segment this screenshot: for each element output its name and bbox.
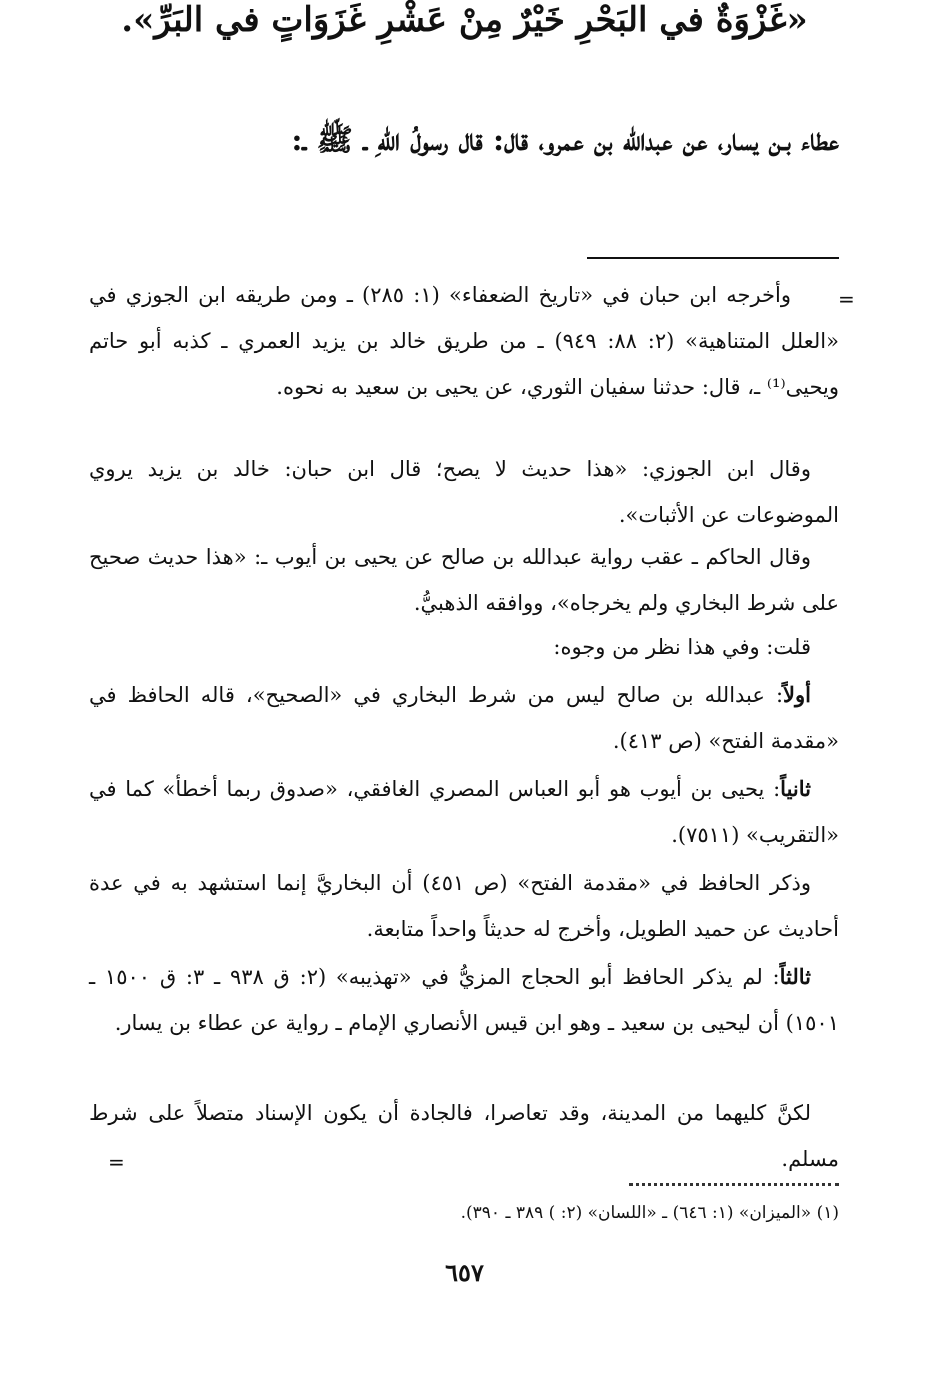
footnote: (١) «الميزان» (١: ٦٤٦) ـ «اللسان» (٢: ) ٣٨٩ ـ ٣٩٠). — [460, 1203, 839, 1223]
continuation-mark-top: = — [838, 287, 855, 311]
paragraph-9 — [89, 1090, 839, 1182]
footnote-separator — [587, 257, 839, 259]
paragraph-text: لكنَّ كليهما من المدينة، وقد تعاصرا، فالجادة أن يكون الإسناد متصلاً على شرط مسلم. — [89, 1101, 839, 1171]
paragraph-4 — [89, 624, 839, 670]
page-number: ٦٥٧ — [445, 1258, 484, 1287]
paragraph-text: وقال ابن الجوزي: «هذا حديث لا يصح؛ قال ابن حبان: خالد بن يزيد يروي الموضوعات عن الأثبات». — [89, 457, 839, 527]
hadith-text: «غَزْوَةٌ في البَحْرِ خَيْرٌ مِنْ عَشْرِ غَزَوَاتٍ في البَرِّ». — [121, 0, 808, 40]
paragraph-lead: ثانياً — [780, 776, 811, 801]
paragraph-lead: أولاً — [783, 682, 811, 707]
paragraph-text: قلت: وفي هذا نظر من وجوه: — [553, 635, 811, 659]
paragraph-3 — [89, 534, 839, 626]
paragraph-5 — [89, 672, 839, 764]
paragraph-text: : لم يذكر الحافظ أبو الحجاج المزيُّ في «تهذيبه» (٢: ق ٩٣٨ ـ ٣: ق ١٥٠٠ ـ ١٥٠١) أن ليحيى بن سعيد ـ وهو ابن قيس الأنصاري الإمام ـ رواية عن عطاء بن يسار. — [89, 965, 839, 1035]
hadith-chain-line: عطاء بـن يسار، عن عبدالله بن عمرو، قال: قال رسولُ اللهِ ـ ﷺ ـ: — [291, 123, 839, 158]
paragraph-text: وذكر الحافظ في «مقدمة الفتح» (ص ٤٥١) أن البخاريَّ إنما استشهد به في عدة أحاديث عن حميد الطويل، وأخرج له حديثاً واحداً متابعة. — [89, 871, 839, 941]
paragraph-text: : يحيى بن أيوب هو أبو العباس المصري الغافقي، «صدوق ربما أخطأ» كما في «التقريب» (٧٥١١). — [89, 777, 839, 847]
paragraph-text: وقال الحاكم ـ عقب رواية عبدالله بن صالح عن يحيى بن أيوب ـ: «هذا حديث صحيح على شرط البخاري ولم يخرجاه»، ووافقه الذهبيُّ. — [89, 545, 839, 615]
paragraph-text: وأخرجه ابن حبان في «تاريخ الضعفاء» (١: ٢٨٥) ـ ومن طريقه ابن الجوزي في «العلل المتناهية» (٢: ٨٨: ٩٤٩) ـ من طريق خالد بن يزيد العمري ـ كذبه أبو حاتم ويحيى⁽¹⁾ ـ، قال: حدثنا سفيان الثوري، عن يحيى بن سعيد به نحوه. — [89, 283, 839, 399]
continuation-mark-bottom: = — [108, 1150, 125, 1174]
paragraph-8 — [89, 954, 839, 1046]
footnote-divider — [629, 1183, 839, 1186]
paragraph-lead: ثالثاً — [779, 964, 811, 989]
paragraph-text: : عبدالله بن صالح ليس من شرط البخاري في «الصحيح»، قاله الحافظ في «مقدمة الفتح» (ص ٤١٣). — [89, 683, 839, 753]
paragraph-1 — [89, 272, 839, 410]
paragraph-2 — [89, 446, 839, 538]
paragraph-7 — [89, 860, 839, 952]
paragraph-6 — [89, 766, 839, 858]
